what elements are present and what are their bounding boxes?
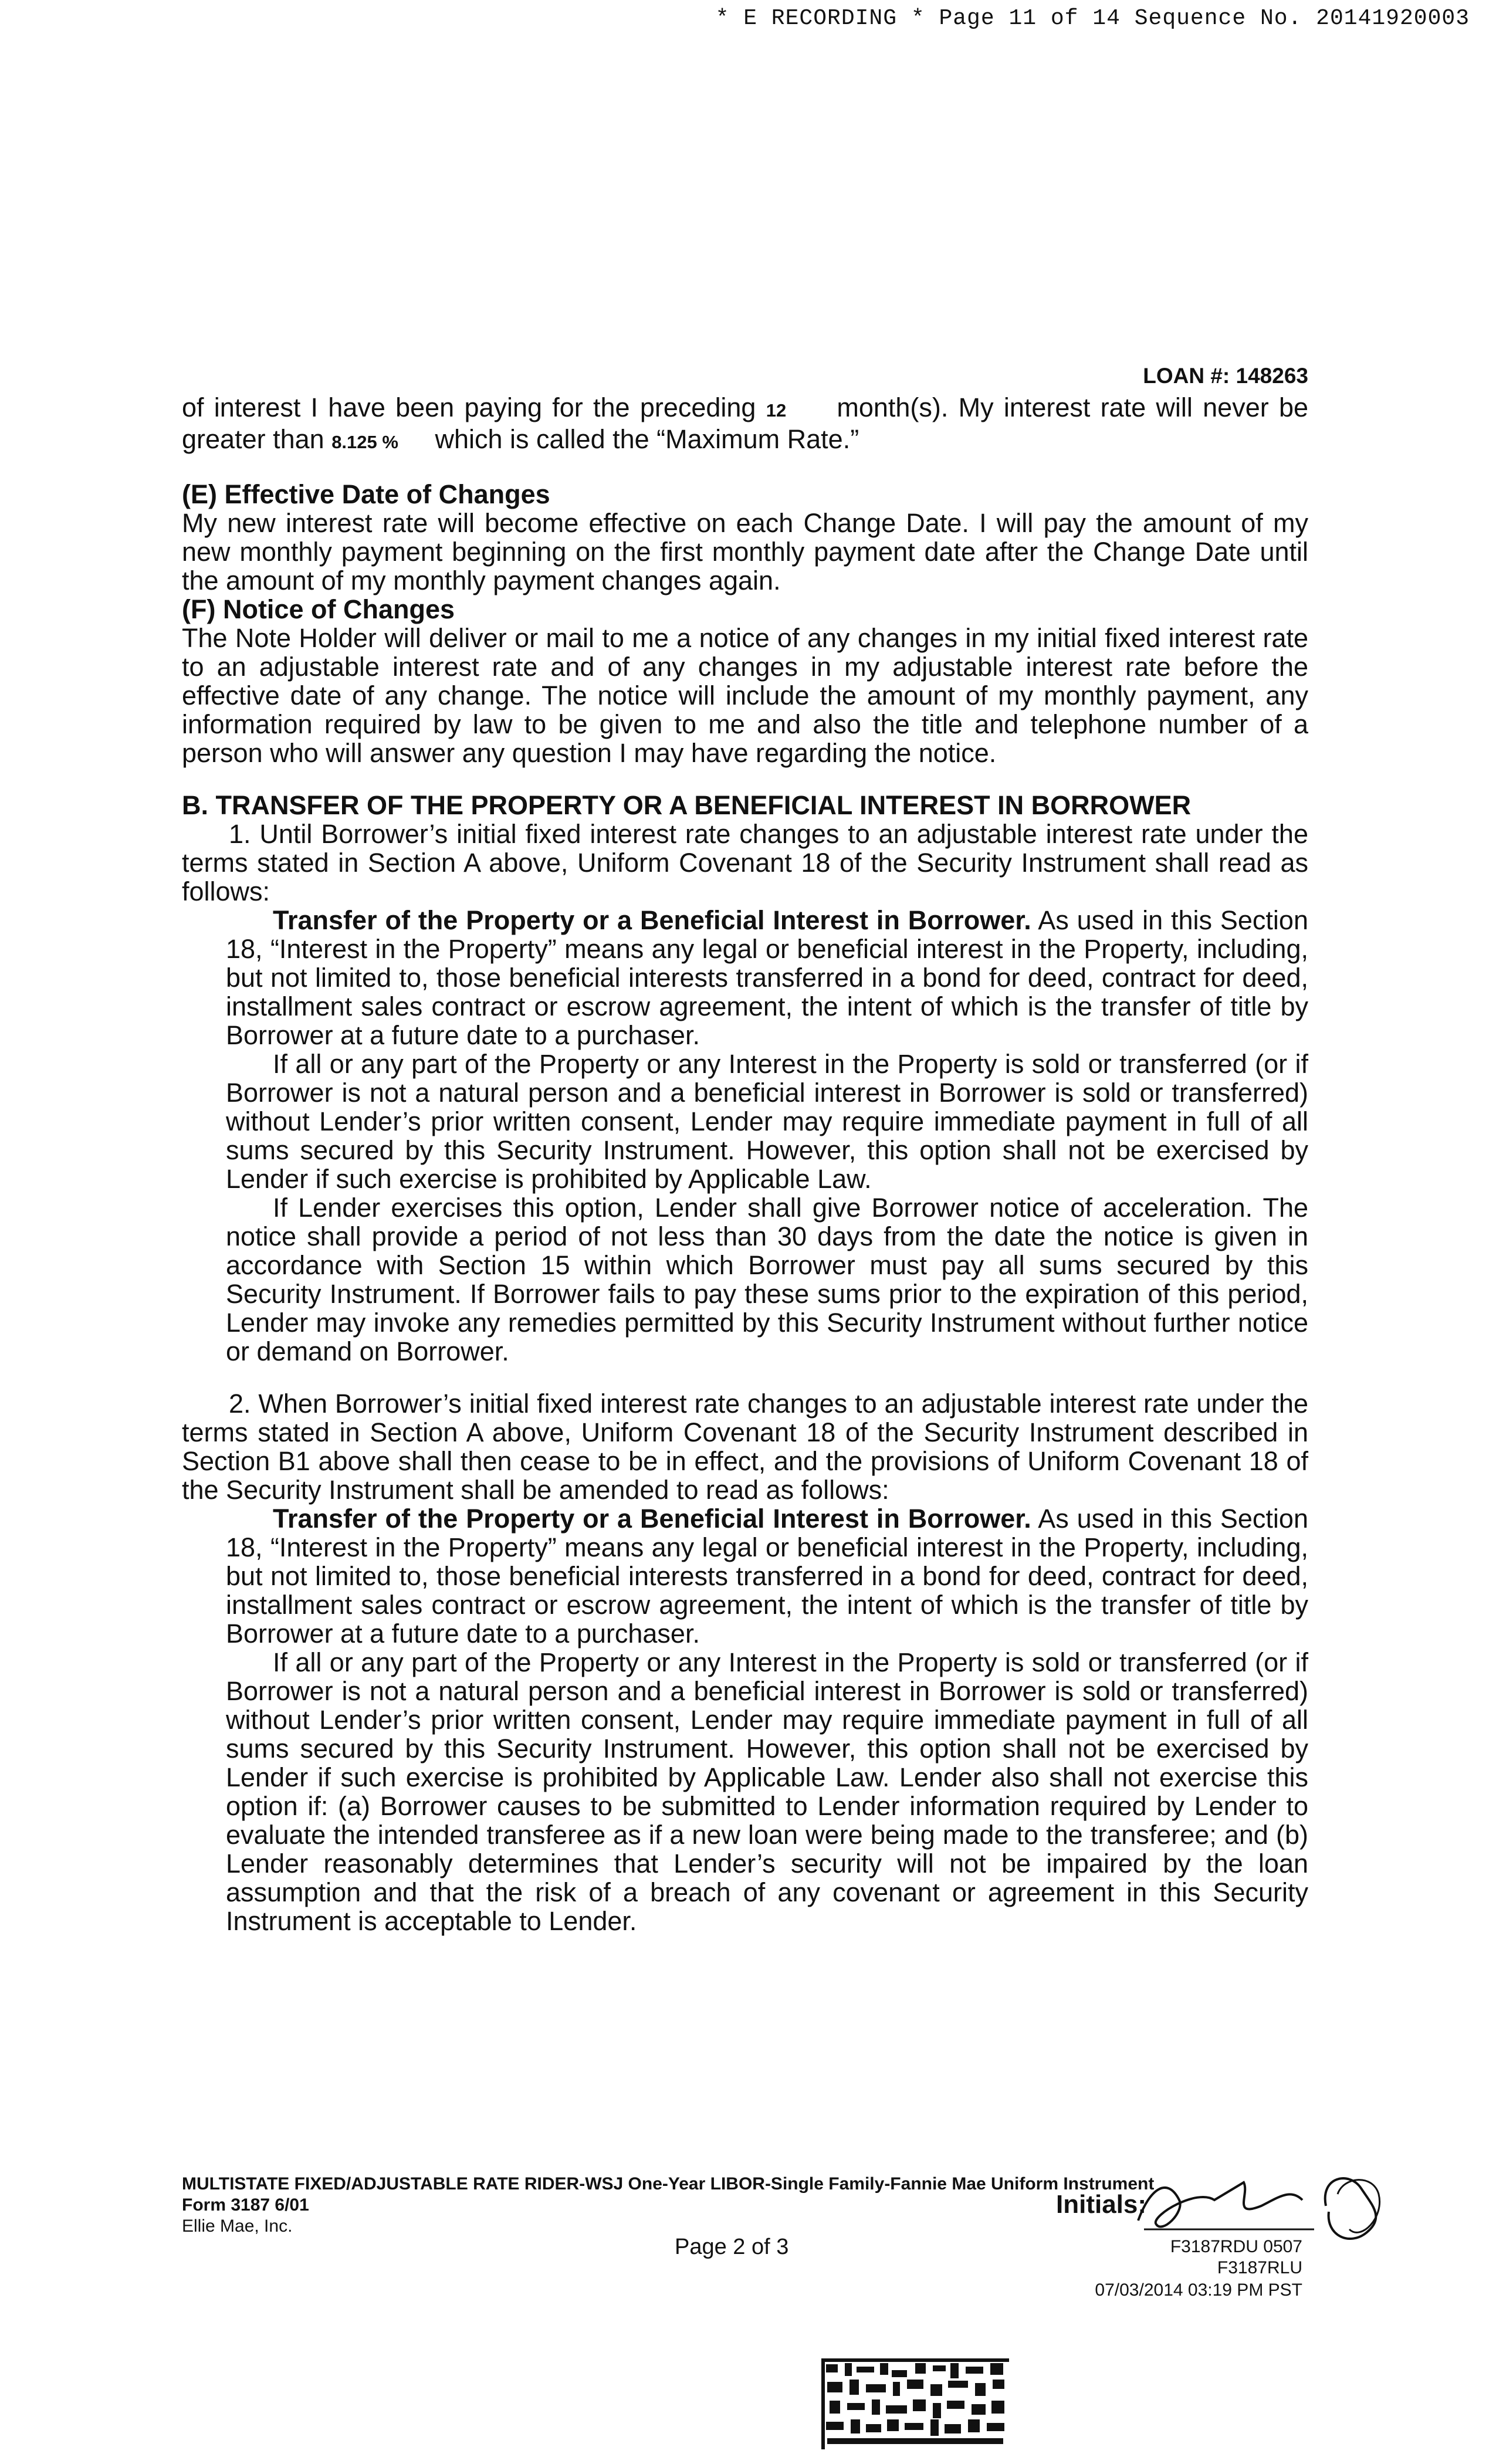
code-rlu: F3187RLU (1217, 2258, 1302, 2277)
code-rdu: F3187RDU 0507 (1170, 2237, 1302, 2256)
section-f-text: The Note Holder will deliver or mail to me a notice of any changes in my initial fixed interest rate to an adjustable interest rate and of any changes in my adjustable interest rate before the effective date of any change. The notice will include the amount of my monthly payment, any information required by law to be given to me and also the title and telephone number of a person who will answer any question I may have regarding the notice. (182, 623, 1308, 768)
section-b2-intro: 2. When Borrower’s initial fixed interest rate changes to an adjustable interest rate under the terms stated in Section A above, Uniform Covenant 18 of the Security Instrument described in Section B1 above shall then cease to be in effect, and the provisions of Uniform Covenant 18 of the Security Instrument shall be amended to read as follows: (182, 1389, 1308, 1505)
section-e-text: My new interest rate will become effective on each Change Date. I will pay the amount of my new monthly payment beginning on the first monthly payment date after the Change Date until the amount of my monthly payment changes again. (182, 508, 1308, 595)
section-b1-definition: Transfer of the Property or a Beneficial Interest in Borrower. As used in this Section 18, “Interest in the Property” means any legal or beneficial interest in the Property, including, but not limited to, those beneficial interests transferred in a bond for deed, contract for deed, installment sales contract or escrow agreement, the intent of which is the transfer of title by Borrower at a future date to a purchaser. (226, 905, 1308, 1050)
initials-label: Initials: (1056, 2190, 1147, 2219)
form-number: Form 3187 6/01 (182, 2195, 309, 2215)
loan-number (1143, 364, 1308, 388)
section-b1-exercise: If Lender exercises this option, Lender shall give Borrower notice of acceleration. The notice shall provide a period of not less than 30 days from the date the notice is given in accordance with Section 15 within which Borrower must pay all sums secured by this Security Instrument. If Borrower fails to pay these sums prior to the expiration of this period, Lender may invoke any remedies permitted by this Security Instrument without further notice or demand on Borrower. (226, 1193, 1308, 1366)
intro-paragraph: of interest I have been paying for the preceding 12 month(s). My interest rate will never be greater than 8.125 % which is called the “Maximum Rate.” (182, 392, 1308, 454)
page-number: Page 2 of 3 (675, 2235, 789, 2259)
section-e-heading: (E) Effective Date of Changes (182, 479, 550, 509)
section-b1-intro: 1. Until Borrower’s initial fixed interest rate changes to an adjustable interest rate under the terms stated in Section A above, Uniform Covenant 18 of the Security Instrument shall read as follows: (182, 819, 1308, 906)
initials-signature (1126, 2165, 1402, 2253)
barcode-icon (821, 2358, 1009, 2449)
section-b-heading: B. TRANSFER OF THE PROPERTY OR A BENEFICIAL INTEREST IN BORROWER (182, 790, 1192, 820)
recording-header: * E RECORDING * Page 11 of 14 Sequence No. 20141920003 (715, 6, 1470, 31)
loan-value: 148263 (1236, 364, 1308, 388)
timestamp: 07/03/2014 03:19 PM PST (1095, 2280, 1302, 2300)
section-f-heading: (F) Notice of Changes (182, 594, 455, 624)
section-b2-sold: If all or any part of the Property or any Interest in the Property is sold or transferred (or if Borrower is not a natural person and a beneficial interest in Borrower is sold or transferred) without Lender’s prior written consent, Lender may require immediate payment in full of all sums secured by this Security Instrument. However, this option shall not be exercised by Lender if such exercise is prohibited by Applicable Law. Lender also shall not exercise this option if: (a) Borrower causes to be submitted to Lender information required by Lender to evaluate the intended transferee as if a new loan were being made to the transferee; and (b) Lender reasonably determines that Lender’s security will not be impaired by the loan assumption and that the risk of a breach of any covenant or agreement in this Security Instrument is acceptable to Lender. (226, 1647, 1308, 1936)
document-body (182, 393, 1308, 1935)
loan-label: LOAN #: (1143, 364, 1230, 388)
company-name: Ellie Mae, Inc. (182, 2216, 293, 2236)
preceding-months: 12 (766, 400, 787, 421)
form-title: MULTISTATE FIXED/ADJUSTABLE RATE RIDER-WSJ One-Year LIBOR-Single Family-Fannie Mae Uniform Instrument (182, 2174, 1155, 2194)
section-b1-sold: If all or any part of the Property or any Interest in the Property is sold or transferred (or if Borrower is not a natural person and a beneficial interest in Borrower is sold or transferred) without Lender’s prior written consent, Lender may require immediate payment in full of all sums secured by this Security Instrument. However, this option shall not be exercised by Lender if such exercise is prohibited by Applicable Law. (226, 1049, 1308, 1194)
section-b2-definition: Transfer of the Property or a Beneficial Interest in Borrower. As used in this Section 18, “Interest in the Property” means any legal or beneficial interest in the Property, including, but not limited to, those beneficial interests transferred in a bond for deed, contract for deed, installment sales contract or escrow agreement, the intent of which is the transfer of title by Borrower at a future date to a purchaser. (226, 1504, 1308, 1649)
maximum-rate: 8.125 % (331, 432, 398, 452)
